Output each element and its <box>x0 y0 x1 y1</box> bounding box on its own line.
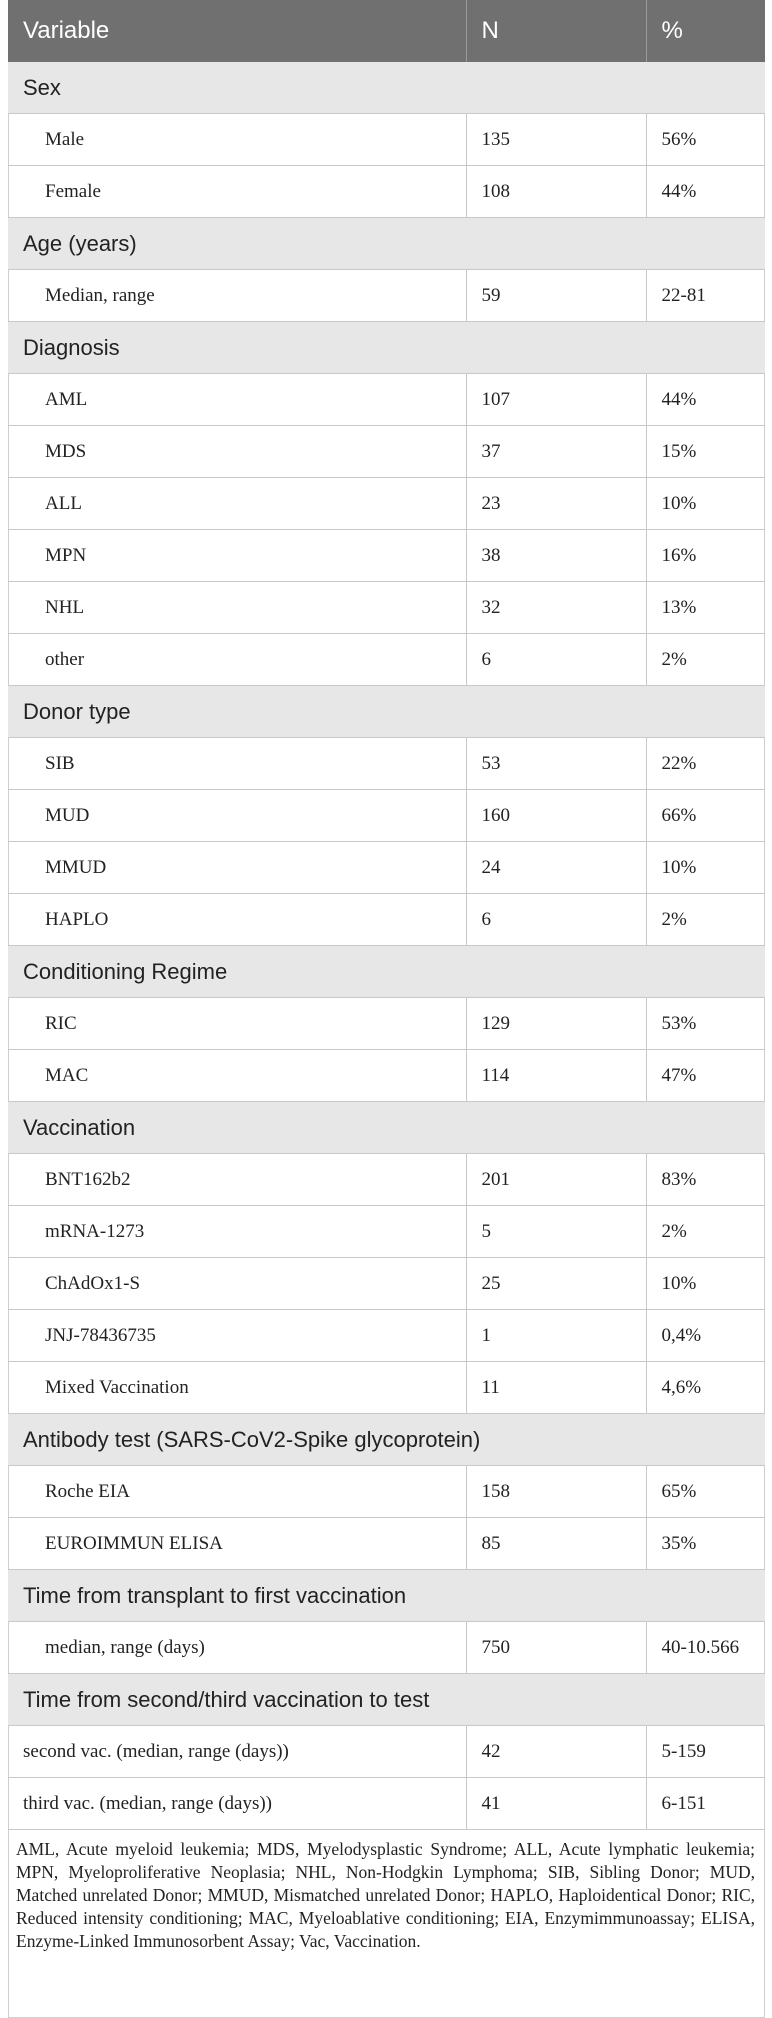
percent-cell: 22-81 <box>646 270 765 322</box>
header-percent: % <box>646 0 765 62</box>
percent-cell: 2% <box>646 894 765 946</box>
percent-cell: 22% <box>646 738 765 790</box>
table-row <box>8 1050 765 1102</box>
variable-cell: Male <box>8 114 466 166</box>
percent-cell: 16% <box>646 530 765 582</box>
n-cell: 85 <box>466 1518 646 1570</box>
variable-cell: NHL <box>8 582 466 634</box>
table-body <box>8 62 765 1830</box>
section-header-row <box>8 1570 765 1622</box>
n-cell: 108 <box>466 166 646 218</box>
variable-cell: second vac. (median, range (days)) <box>8 1726 466 1778</box>
section-title: Age (years) <box>8 218 765 270</box>
variable-cell: MDS <box>8 426 466 478</box>
table-row <box>8 478 765 530</box>
variable-cell: JNJ-78436735 <box>8 1310 466 1362</box>
table-row <box>8 738 765 790</box>
section-header-row <box>8 946 765 998</box>
table-row <box>8 374 765 426</box>
n-cell: 158 <box>466 1466 646 1518</box>
variable-cell: BNT162b2 <box>8 1154 466 1206</box>
percent-cell: 0,4% <box>646 1310 765 1362</box>
n-cell: 53 <box>466 738 646 790</box>
table-row <box>8 166 765 218</box>
percent-cell: 83% <box>646 1154 765 1206</box>
variable-cell: other <box>8 634 466 686</box>
table-row <box>8 530 765 582</box>
n-cell: 32 <box>466 582 646 634</box>
section-header-row <box>8 322 765 374</box>
table-row <box>8 842 765 894</box>
percent-cell: 65% <box>646 1466 765 1518</box>
n-cell: 25 <box>466 1258 646 1310</box>
variable-cell: median, range (days) <box>8 1622 466 1674</box>
table-row <box>8 114 765 166</box>
section-title: Diagnosis <box>8 322 765 374</box>
section-title: Time from second/third vaccination to test <box>8 1674 765 1726</box>
n-cell: 135 <box>466 114 646 166</box>
percent-cell: 10% <box>646 1258 765 1310</box>
table-row <box>8 998 765 1050</box>
table-row <box>8 1466 765 1518</box>
n-cell: 6 <box>466 894 646 946</box>
n-cell: 23 <box>466 478 646 530</box>
section-title: Conditioning Regime <box>8 946 765 998</box>
section-header-row <box>8 1674 765 1726</box>
n-cell: 114 <box>466 1050 646 1102</box>
variable-cell: MPN <box>8 530 466 582</box>
n-cell: 59 <box>466 270 646 322</box>
variable-cell: RIC <box>8 998 466 1050</box>
n-cell: 38 <box>466 530 646 582</box>
section-header-row <box>8 62 765 114</box>
table-row <box>8 1154 765 1206</box>
section-title: Donor type <box>8 686 765 738</box>
percent-cell: 56% <box>646 114 765 166</box>
percent-cell: 53% <box>646 998 765 1050</box>
percent-cell: 10% <box>646 842 765 894</box>
table-row <box>8 790 765 842</box>
n-cell: 24 <box>466 842 646 894</box>
table-container <box>8 0 765 2018</box>
variable-cell: ChAdOx1-S <box>8 1258 466 1310</box>
percent-cell: 44% <box>646 374 765 426</box>
variable-cell: EUROIMMUN ELISA <box>8 1518 466 1570</box>
n-cell: 750 <box>466 1622 646 1674</box>
variable-cell: Median, range <box>8 270 466 322</box>
variable-cell: MAC <box>8 1050 466 1102</box>
percent-cell: 15% <box>646 426 765 478</box>
percent-cell: 2% <box>646 1206 765 1258</box>
percent-cell: 10% <box>646 478 765 530</box>
section-header-row <box>8 1414 765 1466</box>
variable-cell: ALL <box>8 478 466 530</box>
variable-cell: Female <box>8 166 466 218</box>
section-header-row <box>8 218 765 270</box>
table-row <box>8 1622 765 1674</box>
percent-cell: 5-159 <box>646 1726 765 1778</box>
variable-cell: mRNA-1273 <box>8 1206 466 1258</box>
table-row <box>8 1778 765 1830</box>
variable-cell: Mixed Vaccination <box>8 1362 466 1414</box>
n-cell: 37 <box>466 426 646 478</box>
section-title: Sex <box>8 62 765 114</box>
percent-cell: 35% <box>646 1518 765 1570</box>
table-row <box>8 582 765 634</box>
n-cell: 6 <box>466 634 646 686</box>
variable-cell: third vac. (median, range (days)) <box>8 1778 466 1830</box>
n-cell: 41 <box>466 1778 646 1830</box>
variable-cell: HAPLO <box>8 894 466 946</box>
variable-cell: SIB <box>8 738 466 790</box>
table-header-row <box>8 0 765 62</box>
patient-characteristics-table <box>8 0 765 1830</box>
n-cell: 107 <box>466 374 646 426</box>
n-cell: 1 <box>466 1310 646 1362</box>
n-cell: 201 <box>466 1154 646 1206</box>
percent-cell: 4,6% <box>646 1362 765 1414</box>
section-title: Antibody test (SARS-CoV2-Spike glycoprotein) <box>8 1414 765 1466</box>
table-row <box>8 1258 765 1310</box>
variable-cell: AML <box>8 374 466 426</box>
n-cell: 5 <box>466 1206 646 1258</box>
table-row <box>8 426 765 478</box>
section-header-row <box>8 686 765 738</box>
n-cell: 11 <box>466 1362 646 1414</box>
n-cell: 129 <box>466 998 646 1050</box>
n-cell: 42 <box>466 1726 646 1778</box>
header-variable: Variable <box>8 0 466 62</box>
table-row <box>8 1362 765 1414</box>
percent-cell: 66% <box>646 790 765 842</box>
variable-cell: Roche EIA <box>8 1466 466 1518</box>
table-row <box>8 1310 765 1362</box>
table-row <box>8 634 765 686</box>
table-row <box>8 1726 765 1778</box>
section-title: Time from transplant to first vaccination <box>8 1570 765 1622</box>
header-n: N <box>466 0 646 62</box>
table-row <box>8 894 765 946</box>
table-row <box>8 1206 765 1258</box>
percent-cell: 47% <box>646 1050 765 1102</box>
variable-cell: MMUD <box>8 842 466 894</box>
percent-cell: 40-10.566 <box>646 1622 765 1674</box>
variable-cell: MUD <box>8 790 466 842</box>
table-footnote: AML, Acute myeloid leukemia; MDS, Myelodysplastic Syndrome; ALL, Acute lymphatic leukemia; MPN, Myeloproliferative Neoplasia; NHL, Non-Hodgkin Lymphoma; SIB, Sibling Donor; MUD, Matched unrelated Donor; MMUD, Mismatched unrelated Donor; HAPLO, Haploidentical Donor; RIC, Reduced intensity conditioning; MAC, Myeloablative conditioning; EIA, Enzymimmunoassay; ELISA, Enzyme-Linked Immunosorbent Assay; Vac, Vaccination. <box>16 1839 755 1951</box>
percent-cell: 13% <box>646 582 765 634</box>
section-title: Vaccination <box>8 1102 765 1154</box>
percent-cell: 44% <box>646 166 765 218</box>
percent-cell: 2% <box>646 634 765 686</box>
n-cell: 160 <box>466 790 646 842</box>
table-row <box>8 270 765 322</box>
percent-cell: 6-151 <box>646 1778 765 1830</box>
section-header-row <box>8 1102 765 1154</box>
table-row <box>8 1518 765 1570</box>
